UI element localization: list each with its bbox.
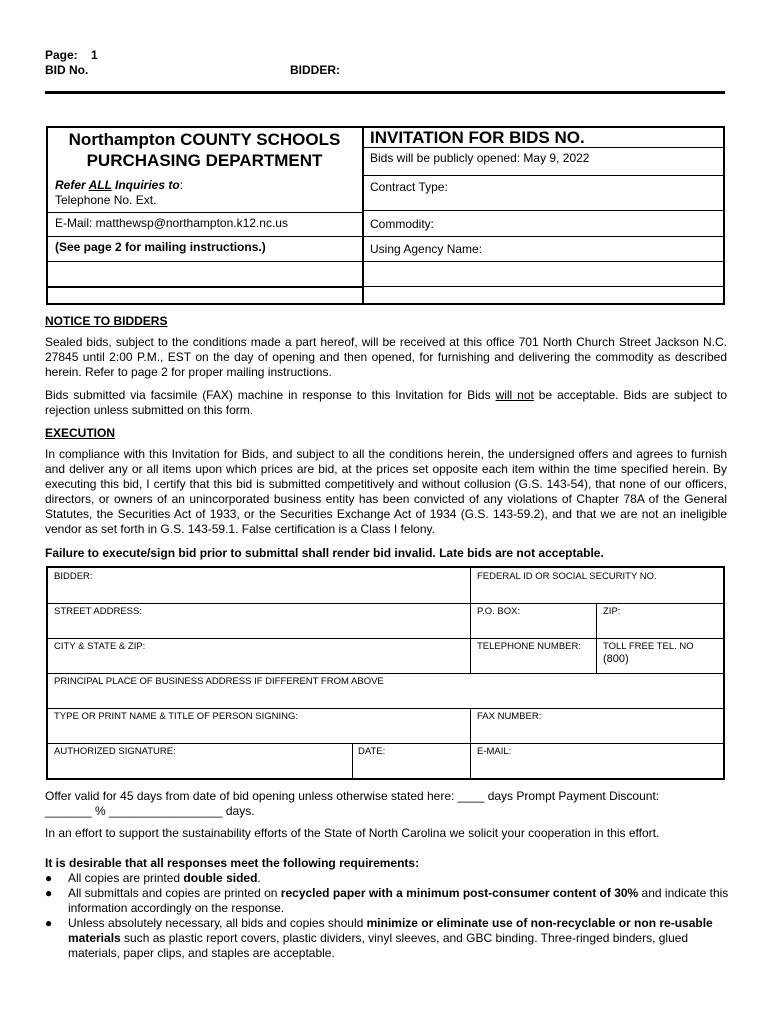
left-divider-2: [48, 236, 362, 237]
authorized-signature-field[interactable]: AUTHORIZED SIGNATURE:: [54, 746, 176, 757]
req2-a: All submittals and copies are printed on: [68, 886, 281, 900]
zip-field[interactable]: ZIP:: [603, 606, 621, 617]
bidder-field[interactable]: BIDDER:: [54, 571, 93, 582]
invitation-title: INVITATION FOR BIDS NO.: [370, 128, 585, 147]
form-col-a: [470, 568, 471, 673]
form-row-3: [48, 673, 723, 674]
sustainability-note: In an effort to support the sustainability efforts of the State of North Carolina we solicit your cooperation in this effort.: [45, 826, 660, 840]
commodity: Commodity:: [370, 217, 435, 231]
requirement-item-1: [45, 871, 735, 886]
right-divider-3: [364, 236, 723, 237]
right-divider-4: [364, 261, 723, 262]
header-rule: [45, 91, 725, 94]
bullet-icon: ●: [45, 886, 53, 900]
notice-para-2b: be acceptable. Bids are subject to rejection unless submitted on this form.: [45, 388, 727, 417]
form-col-b: [596, 603, 597, 673]
notice-para-2: [45, 388, 727, 418]
left-divider-1: [48, 212, 362, 213]
form-row-2: [48, 638, 723, 639]
req1-c: .: [257, 871, 261, 885]
using-agency: Using Agency Name:: [370, 242, 483, 256]
left-divider-3: [48, 261, 362, 262]
principal-address-field[interactable]: PRINCIPAL PLACE OF BUSINESS ADDRESS IF DIFFERENT FROM ABOVE: [54, 676, 384, 687]
form-row-5: [48, 743, 723, 744]
right-divider-1: [364, 175, 723, 176]
org-name-line2: PURCHASING DEPARTMENT: [86, 151, 323, 170]
refer-suffix: Inquiries to: [111, 178, 180, 192]
org-name-line1: Northampton COUNTY SCHOOLS: [68, 130, 341, 149]
req3-c: such as plastic report covers, plastic dividers, vinyl sleeves, and GBC binding. Three-ringed binders, glued materials, paper clips, and staples are acceptable.: [68, 931, 689, 960]
notice-para-2a: Bids submitted via facsimile (FAX) machine in response to this Invitation for Bids: [45, 388, 496, 402]
offer-line-2: _______ % _________________ days.: [45, 804, 255, 818]
fax-number-field[interactable]: FAX NUMBER:: [477, 711, 542, 722]
po-box-field[interactable]: P.O. BOX:: [477, 606, 521, 617]
date-field[interactable]: DATE:: [358, 746, 386, 757]
refer-colon: :: [179, 178, 184, 192]
req2-c: and indicate this information accordingly on the response.: [68, 886, 729, 915]
telephone-line: Telephone No. Ext.: [55, 193, 157, 207]
mailing-note: (See page 2 for mailing instructions.): [55, 240, 266, 254]
email-field[interactable]: E-MAIL:: [477, 746, 512, 757]
form-row-4: [48, 708, 723, 709]
execution-para: In compliance with this Invitation for Bids, and subject to all the conditions herein, the undersigned offers and agrees to furnish and deliver any or all items upon which prices are bid, at the prices set opposite each item within the time specified herein. By executing this bid, I certify that this bid is submitted competitively and without collusion (G.S. 143-54), that none of our officers, directors, or owners of an unincorporated business entity has been convicted of any violations of Chapter 78A of the General Statutes, the Securities Act of 1933, or the Securities Exchange Act of 1934 (G.S. 143-59.2), and that we are not an ineligible vendor as set forth in G.S. 143-59.1. False certification is a Class I felony.: [45, 447, 727, 536]
notice-heading: NOTICE TO BIDDERS: [45, 314, 168, 328]
opening-date: Bids will be publicly opened: May 9, 2022: [370, 151, 590, 165]
refer-all: ALL: [88, 178, 112, 192]
city-state-zip-field[interactable]: CITY & STATE & ZIP:: [54, 641, 146, 652]
bid-no-label: BID No.: [45, 63, 89, 77]
right-divider-2: [364, 210, 723, 211]
toll-free-field[interactable]: [603, 641, 694, 665]
contract-type: Contract Type:: [370, 180, 448, 194]
type-name-field[interactable]: TYPE OR PRINT NAME & TITLE OF PERSON SIGNING:: [54, 711, 299, 722]
toll-free-label: TOLL FREE TEL. NO: [603, 641, 694, 652]
email-line: E-Mail: matthewsp@northampton.k12.nc.us: [55, 216, 288, 230]
requirement-item-2: [45, 886, 735, 916]
requirements-heading: It is desirable that all responses meet the following requirements:: [45, 856, 420, 870]
right-divider-5: [364, 286, 723, 287]
page-label-text: Page:: [45, 48, 78, 62]
form-col-c: [470, 708, 471, 778]
bullet-icon: ●: [45, 916, 53, 930]
bullet-icon: ●: [45, 871, 53, 885]
refer-inquiries: [55, 178, 183, 193]
form-row-1: [48, 603, 723, 604]
execution-warning: Failure to execute/sign bid prior to submittal shall render bid invalid. Late bids are not acceptable.: [45, 546, 604, 560]
page-label: [45, 48, 98, 62]
right-divider-0: [364, 147, 723, 148]
left-strip-left: [46, 286, 48, 305]
federal-id-field[interactable]: FEDERAL ID OR SOCIAL SECURITY NO.: [477, 571, 657, 582]
req1-b: double sided: [183, 871, 258, 885]
refer-prefix: Refer: [55, 178, 89, 192]
req3-a: Unless absolutely necessary, all bids and copies should: [68, 916, 367, 930]
req1-a: All copies are printed: [68, 871, 184, 885]
telephone-number-field[interactable]: TELEPHONE NUMBER:: [477, 641, 581, 652]
offer-line-1: Offer valid for 45 days from date of bid opening unless otherwise stated here: ____ days Prompt Payment Discount:: [45, 789, 660, 803]
req3-b: minimize or eliminate use of non-recyclable or non re-usable materials: [68, 916, 713, 945]
execution-heading: EXECUTION: [45, 426, 116, 440]
street-address-field[interactable]: STREET ADDRESS:: [54, 606, 142, 617]
notice-para-1: Sealed bids, subject to the conditions made a part hereof, will be received at this office 701 North Church Street Jackson N.C. 27845 until 2:00 P.M., EST on the day of opening and then opened, for furnishing and delivering the commodity as described herein. Refer to page 2 for proper mailing instructions.: [45, 335, 727, 379]
requirement-item-3: [45, 916, 735, 961]
form-col-d: [352, 743, 353, 778]
req2-b: recycled paper with a minimum post-consumer content of 30%: [280, 886, 639, 900]
toll-free-prefix: (800): [603, 653, 629, 665]
left-strip-bottom: [46, 303, 363, 305]
page-number: 1: [91, 48, 98, 62]
bidder-label: BIDDER:: [290, 63, 340, 77]
notice-para-2u: will not: [495, 388, 534, 402]
